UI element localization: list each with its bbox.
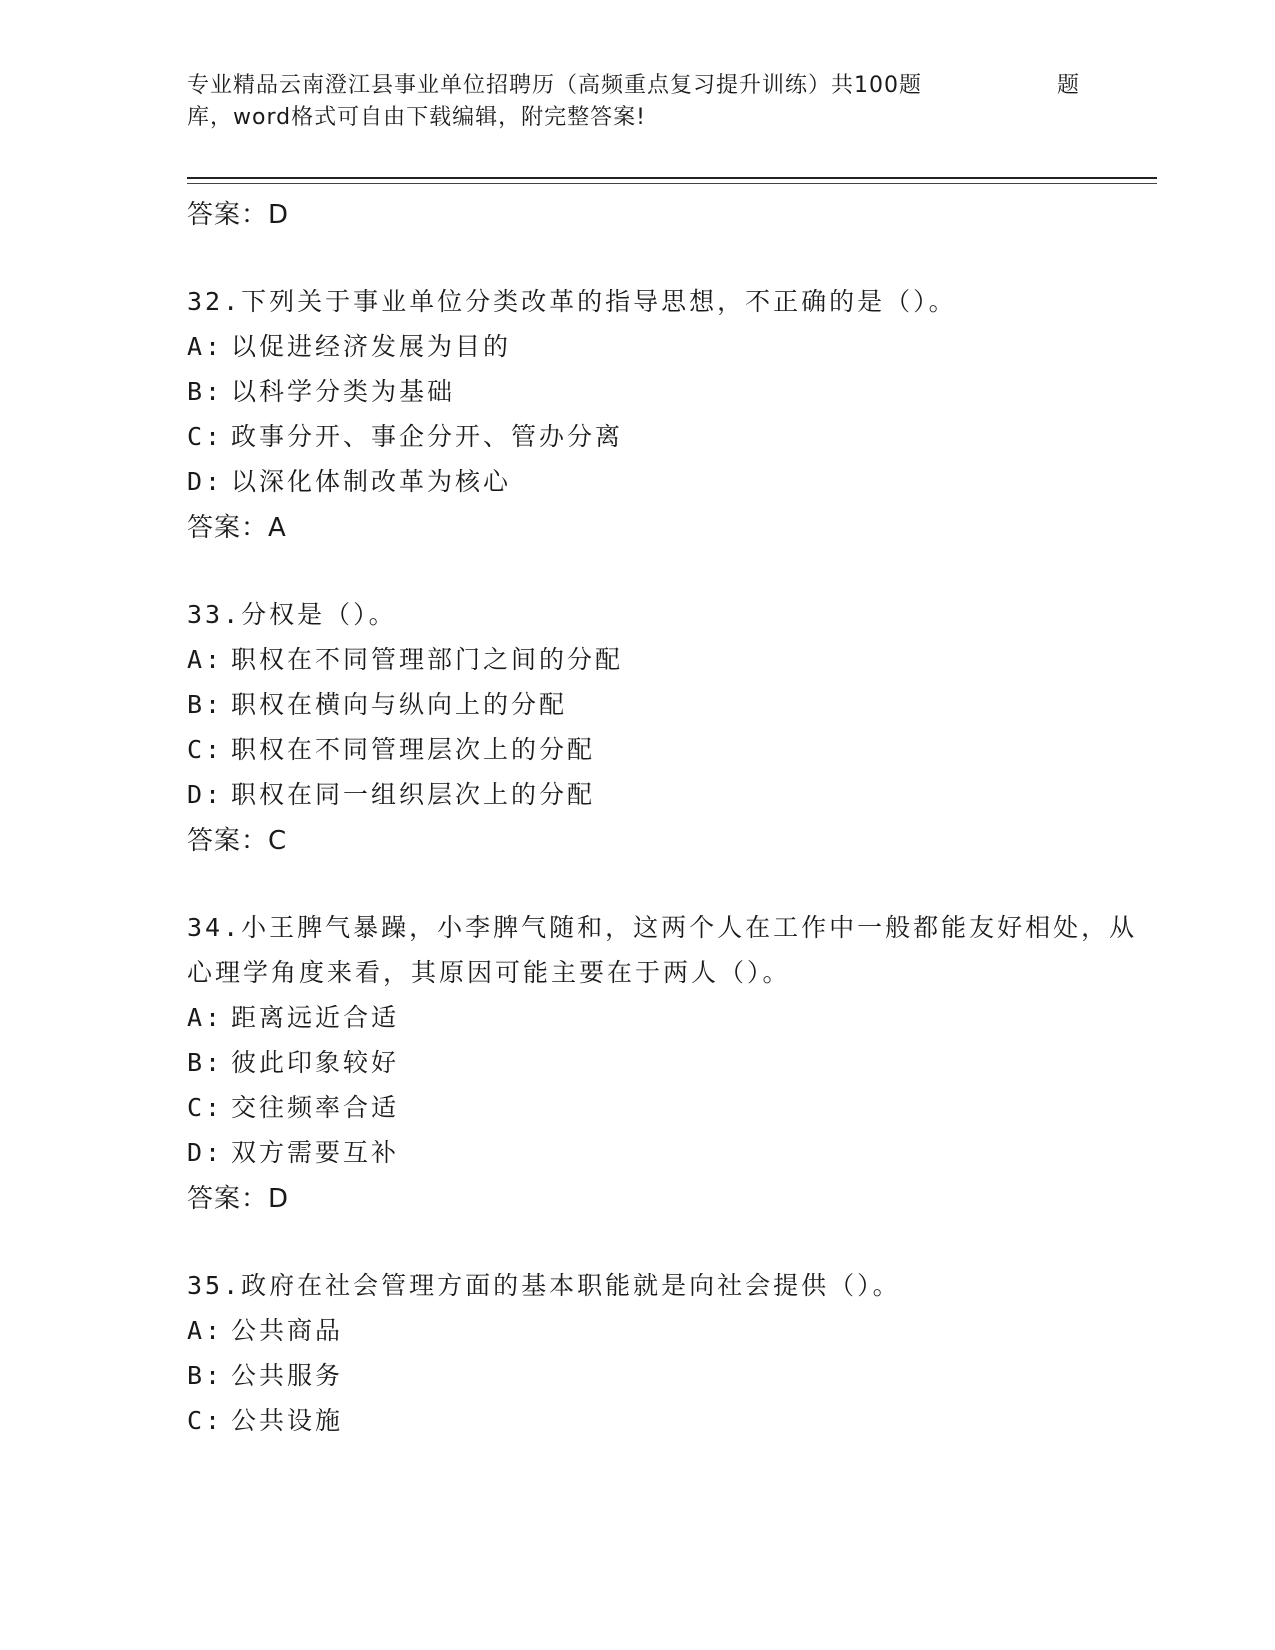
answer-label: 答案：D — [187, 1184, 290, 1214]
header-divider-thin — [187, 183, 1157, 184]
header-divider-thick — [187, 177, 1157, 179]
option-letter: C: — [187, 735, 224, 764]
option-text: 双方需要互补 — [231, 1138, 400, 1167]
answer-option — [187, 995, 1157, 1040]
option-text: 公共服务 — [231, 1361, 344, 1390]
option-text: 以深化体制改革为核心 — [231, 467, 512, 496]
option-letter: D: — [187, 467, 224, 496]
question-text: 32.下列关于事业单位分类改革的指导思想，不正确的是（）。 — [187, 287, 957, 316]
answer-option — [187, 637, 1157, 682]
header-line-1 — [187, 70, 1087, 102]
answer-option — [187, 1085, 1157, 1130]
answer-label: 答案：C — [187, 826, 288, 856]
page-header — [187, 70, 1087, 134]
answer-option — [187, 1308, 1157, 1353]
option-text: 政事分开、事企分开、管办分离 — [231, 422, 624, 451]
answer-option — [187, 369, 1157, 414]
option-text: 交往频率合适 — [231, 1093, 400, 1122]
option-text: 职权在同一组织层次上的分配 — [231, 780, 596, 809]
option-text: 公共商品 — [231, 1316, 344, 1345]
option-text: 以科学分类为基础 — [231, 377, 456, 406]
option-letter: B: — [187, 377, 224, 406]
answer-option — [187, 459, 1157, 504]
option-letter: B: — [187, 1361, 224, 1390]
answer-option — [187, 727, 1157, 772]
question-block — [187, 1263, 1157, 1443]
answer-option — [187, 414, 1157, 459]
option-text: 彼此印象较好 — [231, 1048, 400, 1077]
option-letter: B: — [187, 1048, 224, 1077]
answer-option — [187, 1398, 1157, 1443]
question-block — [187, 905, 1157, 1223]
option-text: 距离远近合适 — [231, 1003, 400, 1032]
answer-option — [187, 324, 1157, 369]
question-spacer — [187, 865, 1157, 905]
option-letter: A: — [187, 332, 224, 361]
question-text: 35.政府在社会管理方面的基本职能就是向社会提供（）。 — [187, 1271, 901, 1300]
question-spacer — [187, 1223, 1157, 1263]
option-letter: D: — [187, 780, 224, 809]
question-block — [187, 592, 1157, 865]
option-letter: C: — [187, 422, 224, 451]
question-block — [187, 279, 1157, 552]
question-spacer — [187, 552, 1157, 592]
option-letter: A: — [187, 1316, 224, 1345]
option-letter: C: — [187, 1406, 224, 1435]
question-text: 33.分权是（）。 — [187, 600, 397, 629]
header-line-2: 库，word格式可自由下载编辑，附完整答案! — [187, 105, 646, 130]
answer-label: 答案：D — [187, 200, 290, 230]
option-letter: A: — [187, 1003, 224, 1032]
question-text: 34.小王脾气暴躁，小李脾气随和，这两个人在工作中一般都能友好相处，从心理学角度来看，其原因可能主要在于两人（）。 — [187, 913, 1138, 987]
option-text: 以促进经济发展为目的 — [231, 332, 512, 361]
header-title: 专业精品云南澄江县事业单位招聘历（高频重点复习提升训练）共100题 — [187, 73, 922, 98]
option-letter: C: — [187, 1093, 224, 1122]
answer-option — [187, 772, 1157, 817]
option-letter: D: — [187, 1138, 224, 1167]
header-title-tail: 题 — [1057, 73, 1081, 98]
option-text: 职权在横向与纵向上的分配 — [231, 690, 568, 719]
option-letter: A: — [187, 645, 224, 674]
answer-option — [187, 1353, 1157, 1398]
question-spacer — [187, 239, 1157, 279]
option-text: 职权在不同管理部门之间的分配 — [231, 645, 624, 674]
answer-option — [187, 682, 1157, 727]
question-list — [187, 191, 1157, 1443]
option-letter: B: — [187, 690, 224, 719]
option-text: 职权在不同管理层次上的分配 — [231, 735, 596, 764]
option-text: 公共设施 — [231, 1406, 344, 1435]
answer-option — [187, 1130, 1157, 1175]
answer-label: 答案：A — [187, 513, 287, 543]
answer-option — [187, 1040, 1157, 1085]
